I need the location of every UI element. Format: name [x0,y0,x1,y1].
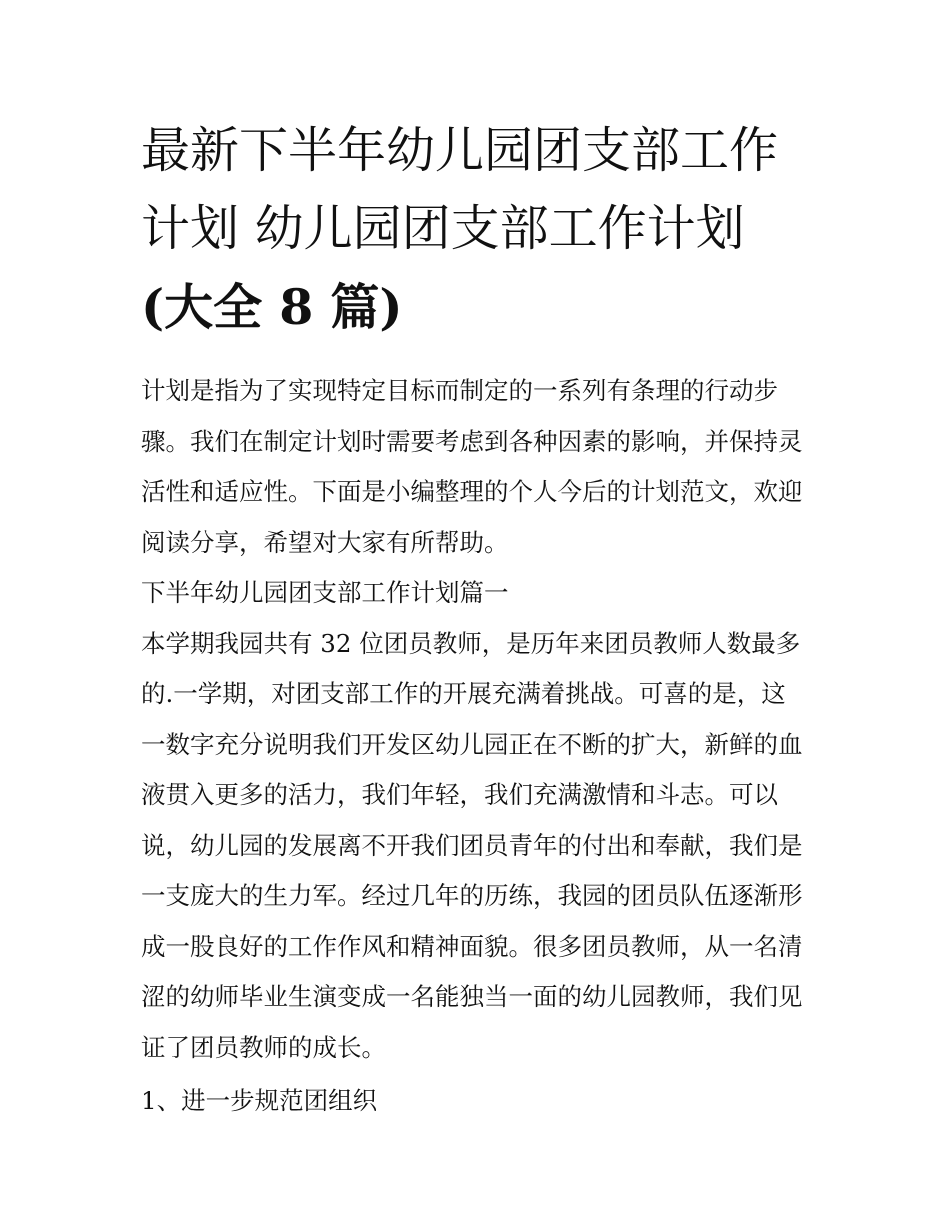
intro-line-1: 计划是指为了实现特定目标而制定的一系列有条理的行动步 [141,376,778,405]
section-line-7: 成一股良好的工作作风和精神面貌。很多团员教师，从一名清 [141,931,803,961]
document-title [141,112,813,346]
section-line-5: 说，幼儿园的发展离不开我们团员青年的付出和奉献，我们是 [141,830,803,860]
list-item: 1、进一步规范团组织 [141,1086,378,1115]
intro-line-2: 骤。我们在制定计划时需要考虑到各种因素的影响，并保持灵 [141,426,803,456]
section-line-3: 一数字充分说明我们开发区幼儿园正在不断的扩大，新鲜的血 [141,729,803,759]
section-heading: 下半年幼儿园团支部工作计划篇一 [141,578,509,607]
intro-line-3: 活性和适应性。下面是小编整理的个人今后的计划范文，欢迎 [141,477,803,506]
intro-line-4: 阅读分享，希望对大家有所帮助。 [141,527,509,557]
title-line-3: (大全 8 篇) [141,278,403,336]
title-line-1: 最新下半年幼儿园团支部工作 [141,122,779,179]
intro-paragraph [141,366,813,568]
document-page [141,112,813,1127]
section-line-6: 一支庞大的生力军。经过几年的历练，我园的团员队伍逐渐形 [141,881,803,910]
document-body [141,366,813,1127]
section-line-2: 的.一学期，对团支部工作的开展充满着挑战。可喜的是，这 [141,679,786,708]
section-line-1: 本学期我园共有 32 位团员教师，是历年来团员教师人数最多 [141,628,801,658]
section-line-9: 证了团员教师的成长。 [141,1032,386,1062]
section-line-8: 涩的幼师毕业生演变成一名能独当一面的幼儿园教师，我们见 [141,982,803,1011]
section-line-4: 液贯入更多的活力，我们年轻，我们充满激情和斗志。可以 [141,780,778,809]
section-paragraph [141,619,813,1074]
title-line-2: 计划 幼儿园团支部工作计划 [141,200,745,257]
